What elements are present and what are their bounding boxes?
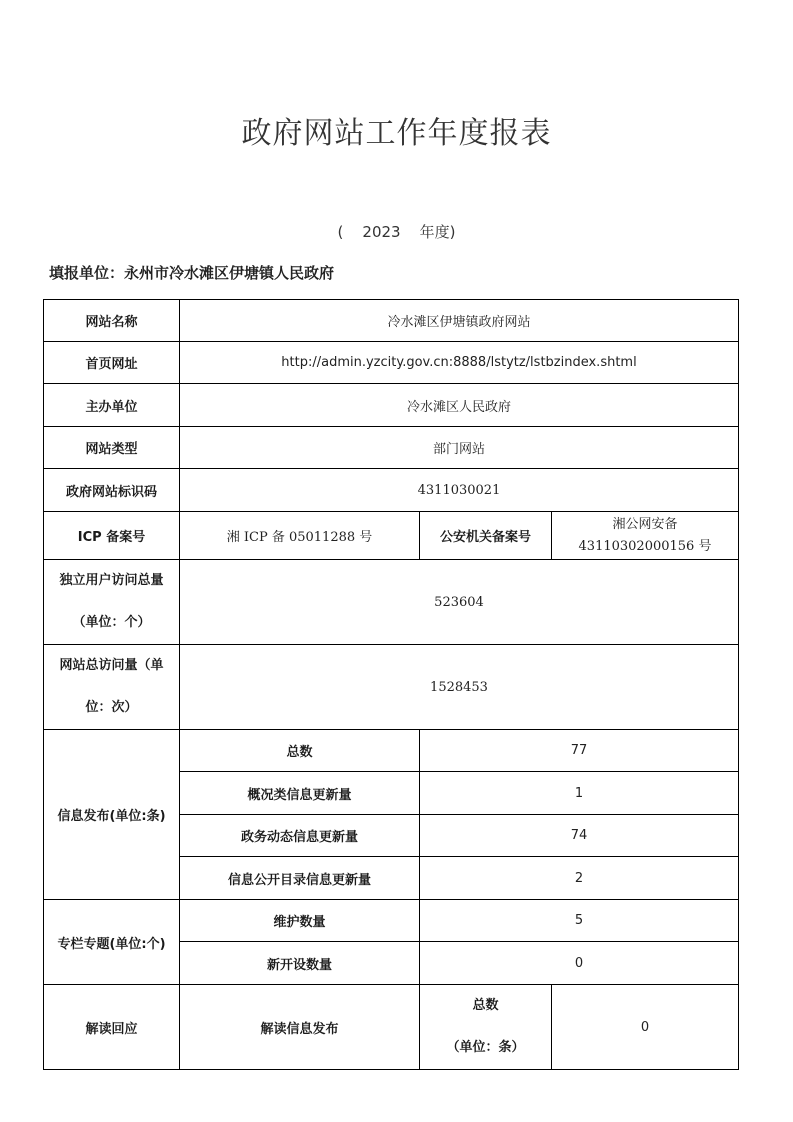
site-name-label: 网站名称 bbox=[44, 300, 180, 342]
columns-new-label: 新开设数量 bbox=[180, 942, 420, 985]
interpretation-total-label-line-2: （单位：条） bbox=[446, 1040, 525, 1055]
unique-visitors-label-line-1: 独立用户访问总量 bbox=[59, 573, 164, 588]
site-id-value: 4311030021 bbox=[180, 469, 739, 512]
sponsor-value: 冷水滩区人民政府 bbox=[180, 384, 739, 427]
interpretation-label: 解读回应 bbox=[44, 985, 180, 1070]
row-home-url bbox=[44, 342, 739, 384]
row-site-id bbox=[44, 469, 739, 512]
total-visits-label bbox=[44, 645, 180, 730]
info-release-label: 信息发布(单位:条) bbox=[44, 730, 180, 900]
site-id-label: 政府网站标识码 bbox=[44, 469, 180, 512]
row-interpretation bbox=[44, 985, 739, 1070]
filing-unit: 填报单位：永州市冷水滩区伊塘镇人民政府 bbox=[49, 264, 335, 282]
unique-visitors-value: 523604 bbox=[180, 560, 739, 645]
site-type-value: 部门网站 bbox=[180, 427, 739, 469]
row-unique-visitors bbox=[44, 560, 739, 645]
row-columns-maintained bbox=[44, 900, 739, 942]
info-news-value: 74 bbox=[420, 815, 739, 857]
row-icp bbox=[44, 512, 739, 560]
icp-value: 湘 ICP 备 05011288 号 bbox=[180, 512, 420, 560]
row-site-name bbox=[44, 300, 739, 342]
info-total-value: 77 bbox=[420, 730, 739, 772]
sponsor-label: 主办单位 bbox=[44, 384, 180, 427]
info-total-label: 总数 bbox=[180, 730, 420, 772]
total-visits-value: 1528453 bbox=[180, 645, 739, 730]
home-url-value: http://admin.yzcity.gov.cn:8888/lstytz/lstbzindex.shtml bbox=[180, 342, 739, 384]
info-disclosure-label: 信息公开目录信息更新量 bbox=[180, 857, 420, 900]
police-record-value bbox=[552, 512, 739, 560]
unique-visitors-label-line-2: （单位：个） bbox=[72, 615, 151, 630]
row-site-type bbox=[44, 427, 739, 469]
police-record-value-line-2: 43110302000156 号 bbox=[578, 538, 712, 554]
total-visits-label-line-1: 网站总访问量（单 bbox=[59, 658, 164, 673]
unique-visitors-label bbox=[44, 560, 180, 645]
columns-new-value: 0 bbox=[420, 942, 739, 985]
icp-label: ICP 备案号 bbox=[44, 512, 180, 560]
info-disclosure-value: 2 bbox=[420, 857, 739, 900]
info-overview-value: 1 bbox=[420, 772, 739, 815]
columns-maintained-label: 维护数量 bbox=[180, 900, 420, 942]
interpretation-total-value: 0 bbox=[552, 985, 739, 1070]
site-type-label: 网站类型 bbox=[44, 427, 180, 469]
police-record-value-line-1: 湘公网安备 bbox=[612, 516, 678, 532]
columns-label: 专栏专题(单位:个) bbox=[44, 900, 180, 985]
row-info-total bbox=[44, 730, 739, 772]
info-news-label: 政务动态信息更新量 bbox=[180, 815, 420, 857]
report-title: 政府网站工作年度报表 bbox=[241, 116, 552, 151]
row-total-visits bbox=[44, 645, 739, 730]
site-name-value: 冷水滩区伊塘镇政府网站 bbox=[180, 300, 739, 342]
interpretation-sub-label: 解读信息发布 bbox=[180, 985, 420, 1070]
row-sponsor bbox=[44, 384, 739, 427]
columns-maintained-value: 5 bbox=[420, 900, 739, 942]
police-record-label: 公安机关备案号 bbox=[420, 512, 552, 560]
report-table bbox=[43, 299, 739, 1070]
report-year: ( 2023 年度) bbox=[337, 223, 456, 241]
interpretation-total-label-line-1: 总数 bbox=[472, 998, 499, 1013]
home-url-label: 首页网址 bbox=[44, 342, 180, 384]
info-overview-label: 概况类信息更新量 bbox=[180, 772, 420, 815]
interpretation-total-label bbox=[420, 985, 552, 1070]
total-visits-label-line-2: 位：次） bbox=[85, 700, 138, 715]
